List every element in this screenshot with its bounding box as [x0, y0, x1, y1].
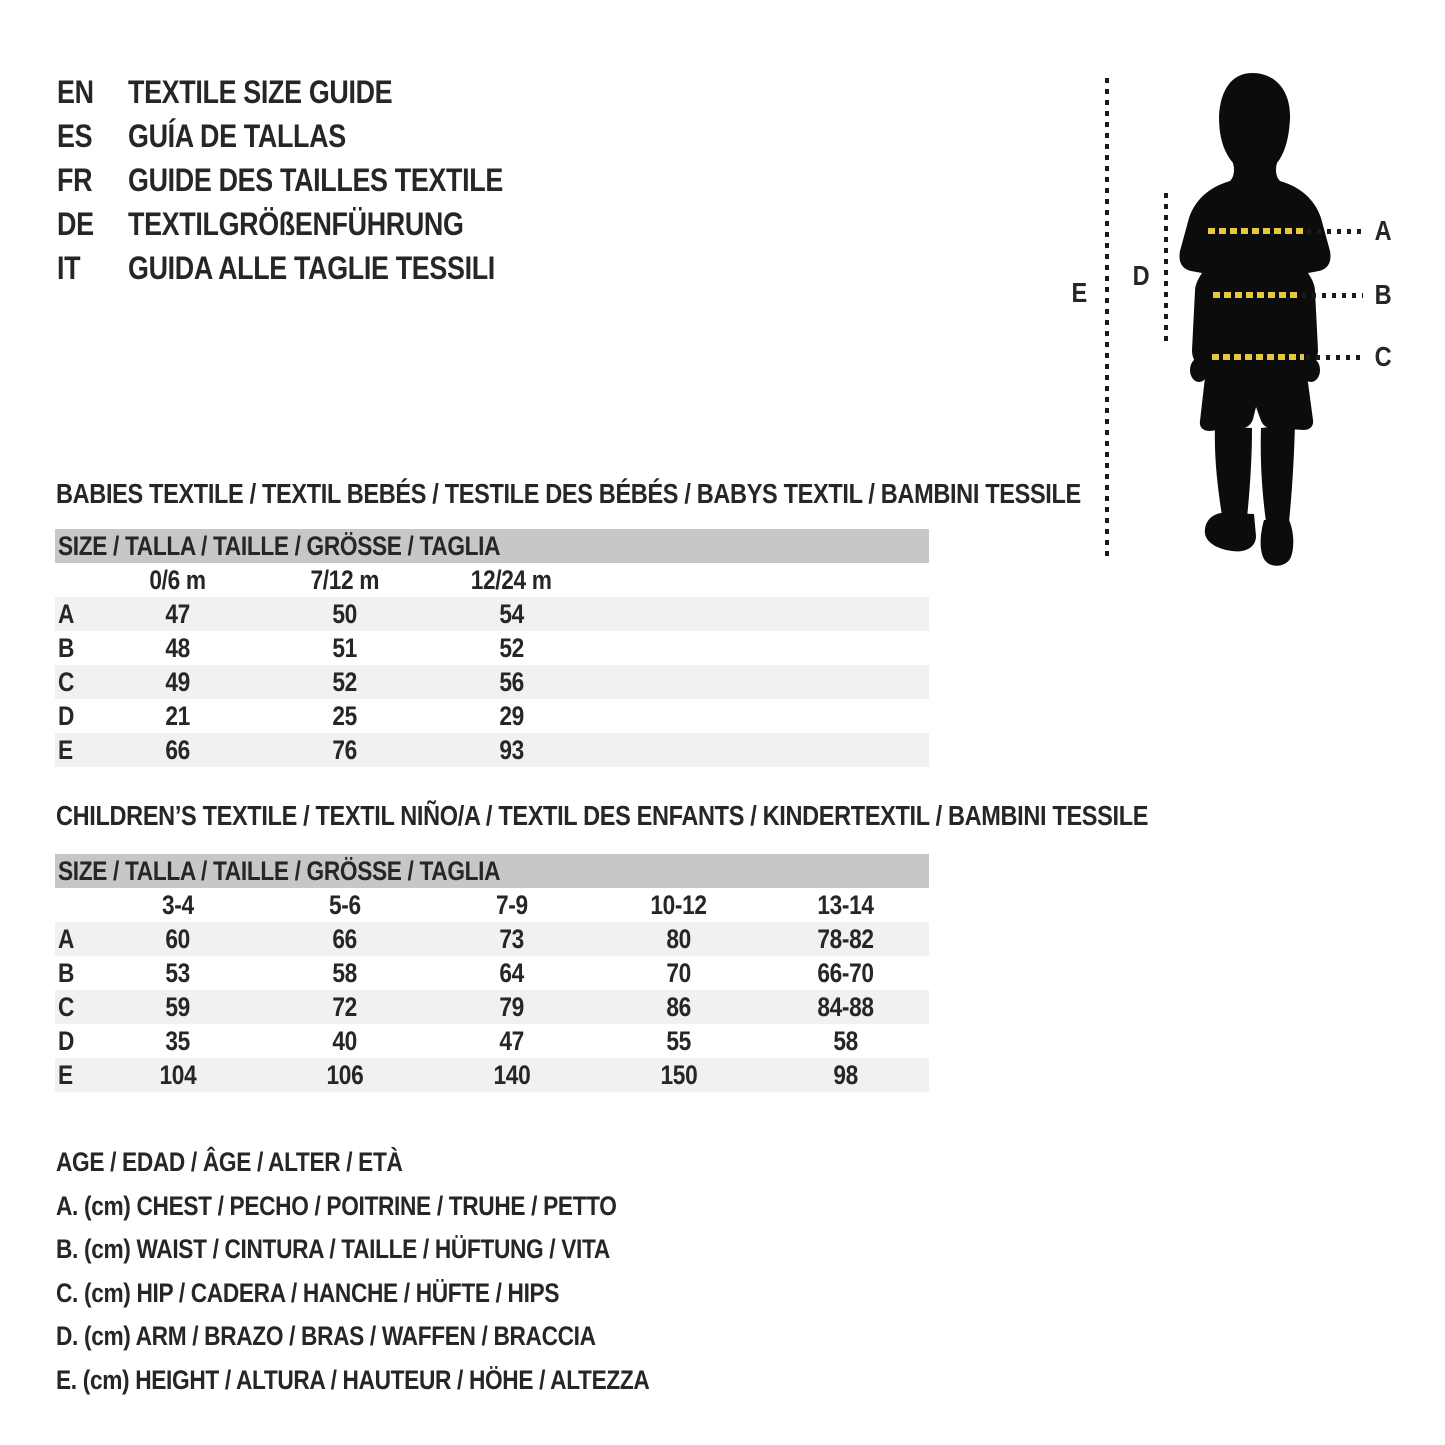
table-header-bar: SIZE / TALLA / TAILLE / GRÖSSE / TAGLIA	[55, 854, 929, 888]
cell-value: 55	[666, 1026, 691, 1056]
legend-line-height: E. (cm) HEIGHT / ALTURA / HAUTEUR / HÖHE / ALTEZZA	[56, 1364, 650, 1395]
column-header-row	[55, 563, 929, 597]
cell-value: 98	[833, 1060, 858, 1090]
language-title: GUIDA ALLE TAGLIE TESSILI	[128, 250, 495, 286]
cell-value: 66	[165, 735, 190, 765]
row-label: B	[58, 633, 75, 663]
cell-value: 78-82	[817, 924, 874, 954]
cell-value: 72	[332, 992, 357, 1022]
cell-value: 59	[165, 992, 190, 1022]
language-code: EN	[57, 74, 94, 110]
cell-value: 54	[499, 599, 524, 629]
cell-value: 51	[332, 633, 357, 663]
cell-value: 58	[833, 1026, 858, 1056]
cell-value: 73	[499, 924, 524, 954]
cell-value: 21	[165, 701, 190, 731]
column-header: 7/12 m	[310, 565, 379, 595]
legend-line-waist: B. (cm) WAIST / CINTURA / TAILLE / HÜFTUNG / VITA	[56, 1234, 610, 1264]
language-row-en	[57, 70, 574, 114]
measure-label-a: A	[1374, 215, 1392, 246]
cell-value: 70	[666, 958, 691, 988]
language-code: ES	[57, 118, 93, 154]
language-row-fr	[57, 158, 574, 202]
legend-line-arm: D. (cm) ARM / BRAZO / BRAS / WAFFEN / BRACCIA	[56, 1321, 596, 1351]
cell-value: 60	[165, 924, 190, 954]
cell-value: 47	[499, 1026, 524, 1056]
cell-value: 47	[165, 599, 190, 629]
row-label: E	[58, 1060, 73, 1090]
table-row	[55, 1024, 929, 1058]
column-header: 10-12	[650, 890, 707, 920]
table-row	[55, 922, 929, 956]
cell-value: 49	[165, 667, 190, 697]
legend-line-age: AGE / EDAD / ÂGE / ALTER / ETÀ	[56, 1147, 403, 1177]
cell-value: 76	[332, 735, 357, 765]
row-label: D	[58, 1026, 75, 1056]
chest-leader-dots-a	[1307, 229, 1363, 234]
babies-section-heading: BABIES TEXTILE / TEXTIL BEBÉS / TESTILE DES BÉBÉS / BABYS TEXTIL / BAMBINI TESSILE	[56, 478, 1081, 509]
measure-label-e: E	[1071, 277, 1087, 308]
column-header: 0/6 m	[149, 565, 206, 595]
measurement-legend	[56, 1141, 762, 1402]
table-row	[55, 631, 929, 665]
language-title: GUIDE DES TAILLES TEXTILE	[128, 162, 503, 198]
language-code: IT	[57, 250, 81, 286]
language-title: GUÍA DE TALLAS	[128, 118, 346, 154]
table-header-bar: SIZE / TALLA / TAILLE / GRÖSSE / TAGLIA	[55, 529, 929, 563]
column-header: 7-9	[495, 890, 528, 920]
cell-value: 104	[159, 1060, 196, 1090]
cell-value: 84-88	[817, 992, 874, 1022]
cell-value: 56	[499, 667, 524, 697]
cell-value: 48	[165, 633, 190, 663]
column-header-row	[55, 888, 929, 922]
waist-dash-line-b	[1213, 292, 1300, 298]
cell-value: 52	[499, 633, 524, 663]
cell-value: 150	[660, 1060, 697, 1090]
language-code: DE	[57, 206, 94, 242]
babies-size-table	[55, 529, 929, 767]
legend-line-chest: A. (cm) CHEST / PECHO / POITRINE / TRUHE / PETTO	[56, 1190, 617, 1221]
cell-value: 64	[499, 958, 524, 988]
table-row	[55, 956, 929, 990]
column-header: 3-4	[161, 890, 194, 920]
row-label: E	[58, 735, 73, 765]
cell-value: 58	[332, 958, 357, 988]
measure-label-b: B	[1374, 279, 1392, 310]
hip-dash-line-c	[1212, 354, 1304, 360]
language-code: FR	[57, 162, 93, 198]
row-label: A	[58, 599, 75, 629]
table-row	[55, 699, 929, 733]
table-row	[55, 597, 929, 631]
column-header: 5-6	[328, 890, 361, 920]
row-label: B	[58, 958, 75, 988]
language-row-de	[57, 202, 574, 246]
cell-value: 140	[493, 1060, 530, 1090]
cell-value: 25	[332, 701, 357, 731]
children-size-table	[55, 854, 929, 1092]
row-label: D	[58, 701, 75, 731]
table-row	[55, 1058, 929, 1092]
cell-value: 106	[326, 1060, 363, 1090]
cell-value: 66-70	[817, 958, 874, 988]
measure-label-d: D	[1132, 260, 1150, 291]
column-header: 12/24 m	[471, 565, 552, 595]
table-row	[55, 990, 929, 1024]
row-label: C	[58, 992, 75, 1022]
cell-value: 66	[332, 924, 357, 954]
cell-value: 93	[499, 735, 524, 765]
table-row	[55, 665, 929, 699]
language-title-list	[57, 70, 574, 290]
cell-value: 86	[666, 992, 691, 1022]
language-row-es	[57, 114, 574, 158]
language-title: TEXTILGRÖßENFÜHRUNG	[128, 206, 464, 242]
legend-line-hip: C. (cm) HIP / CADERA / HANCHE / HÜFTE / HIPS	[56, 1277, 560, 1308]
cell-value: 29	[499, 701, 524, 731]
row-label: C	[58, 667, 75, 697]
cell-value: 35	[165, 1026, 190, 1056]
cell-value: 52	[332, 667, 357, 697]
column-header: 13-14	[817, 890, 874, 920]
cell-value: 50	[332, 599, 357, 629]
cell-value: 80	[666, 924, 691, 954]
row-label: A	[58, 924, 75, 954]
table-row	[55, 733, 929, 767]
waist-leader-dots-b	[1302, 293, 1363, 298]
cell-value: 53	[165, 958, 190, 988]
measure-label-c: C	[1374, 341, 1392, 372]
children-section-heading: CHILDREN’S TEXTILE / TEXTIL NIÑO/A / TEXTIL DES ENFANTS / KINDERTEXTIL / BAMBINI TESSILE	[56, 800, 1149, 831]
hip-leader-dots-c	[1306, 355, 1363, 360]
cell-value: 40	[332, 1026, 357, 1056]
chest-dash-line-a	[1208, 228, 1305, 234]
cell-value: 79	[499, 992, 524, 1022]
language-title: TEXTILE SIZE GUIDE	[128, 74, 393, 110]
language-row-it	[57, 246, 574, 290]
